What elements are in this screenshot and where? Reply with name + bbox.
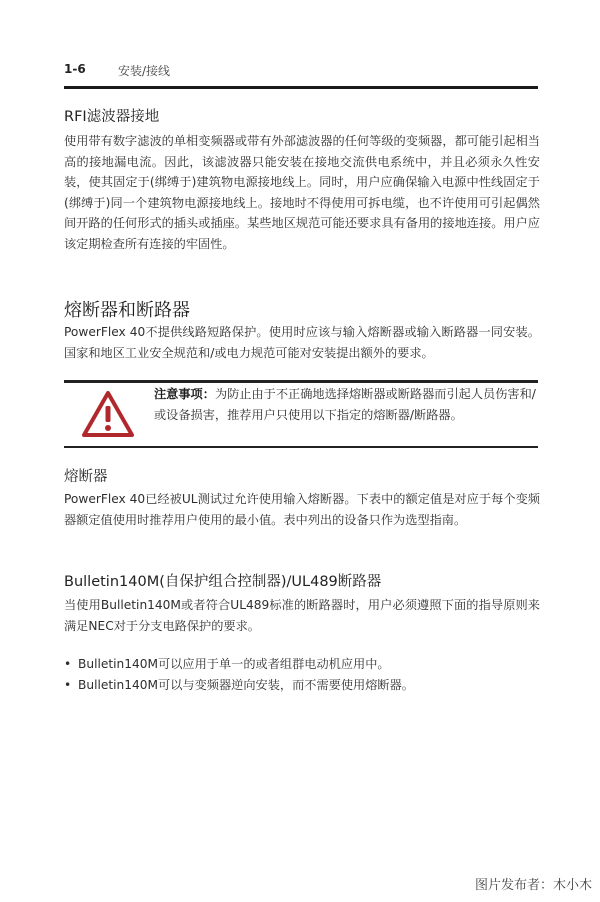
bullet-marker: •: [64, 678, 72, 692]
bulletin-paragraph: 当使用Bulletin140M或者符合UL489标准的断路器时，用户必须遵照下面的指导原则来满足NEC对于分支电路保护的要求。: [64, 598, 540, 633]
note-label: 注意事项：: [154, 387, 215, 401]
header-divider: [64, 86, 538, 89]
list-item: • Bulletin140M可以与变频器逆向安装，而不需要使用熔断器。: [64, 675, 540, 696]
note-text: [154, 384, 540, 426]
note-top-rule: [64, 380, 538, 383]
bulletin-heading: Bulletin140M(自保护组合控制器)/UL489断路器: [64, 574, 382, 590]
note-body: 为防止由于不正确地选择熔断器或断路器而引起人员伤害和/或设备损害，推荐用户只使用以下指定的熔断器/断路器。: [154, 387, 536, 422]
warning-triangle-icon: [82, 390, 134, 438]
rfi-heading: RFI滤波器接地: [64, 109, 160, 125]
bulletin-list: [64, 654, 540, 696]
fuses-heading: 熔断器: [64, 469, 108, 485]
bullet-marker: •: [64, 657, 72, 671]
fuses-breakers-paragraph: PowerFlex 40不提供线路短路保护。使用时应该与输入熔断器或输入断路器一同安装。国家和地区工业安全规范和/或电力规范可能对安装提出额外的要求。: [64, 325, 540, 360]
fuses-breakers-heading: 熔断器和断路器: [64, 300, 190, 321]
publisher-watermark: 图片发布者：木小木: [474, 878, 592, 893]
list-item: • Bulletin140M可以应用于单一的或者组群电动机应用中。: [64, 654, 540, 675]
note-bottom-rule: [64, 446, 538, 448]
attention-note: [64, 380, 538, 448]
page-number: 1-6: [64, 62, 86, 76]
fuses-paragraph: PowerFlex 40已经被UL测试过允许使用输入熔断器。下表中的额定值是对应于每个变频器额定值使用时推荐用户使用的最小值。表中列出的设备只作为选型指南。: [64, 492, 540, 527]
rfi-paragraph: 使用带有数字滤波的单相变频器或带有外部滤波器的任何等级的变频器，都可能引起相当高的接地漏电流。因此，该滤波器只能安装在接地交流供电系统中，并且必须永久性安装，使其固定于(绑缚于)建筑物电源接地线上。同时，用户应确保输入电源中性线固定于(绑缚于)同一个建筑物电源接地线上。接地时不得使用可拆电缆，也不许使用可引起偶然间开路的任何形式的插头或插座。某些地区规范可能还要求具有备用的接地连接。用户应该定期检查所有连接的牢固性。: [64, 134, 540, 251]
section-title: 安装/接线: [118, 64, 171, 78]
page-header: [64, 56, 538, 86]
